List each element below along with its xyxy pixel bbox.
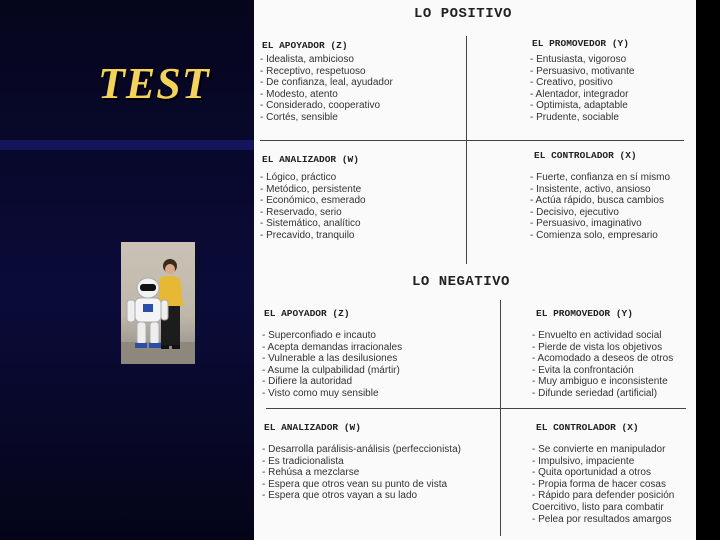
list-item: - Insistente, activo, ansioso (530, 183, 651, 195)
list-item: - Metódico, persistente (260, 183, 362, 195)
list-item: - Asume la culpabilidad (mártir) (262, 364, 400, 376)
list-item: - Difunde seriedad (artificial) (532, 387, 658, 399)
list-item: - Rápido para defender posición (532, 490, 675, 502)
list-item: - Sistemático, analítico (260, 218, 361, 230)
list-item: - Quita oportunidad a otros (532, 467, 651, 479)
list-item: - Persuasivo, motivante (530, 65, 635, 77)
robot-with-woman-photo (121, 242, 195, 364)
negative-analizador-list (262, 444, 461, 502)
positive-vertical-divider (466, 36, 467, 264)
list-item: - Difiere la autoridad (262, 376, 353, 388)
slide-title: TEST (98, 59, 210, 108)
list-item: - Vulnerable a las desilusiones (262, 353, 398, 365)
negative-promovedor-title: EL PROMOVEDOR (Y) (536, 308, 633, 319)
list-item: - Reservado, serio (260, 206, 342, 218)
list-item: - Optimista, adaptable (530, 100, 628, 112)
negative-horizontal-divider (266, 408, 686, 409)
positive-analizador-list (260, 172, 366, 242)
negative-analizador-title: EL ANALIZADOR (W) (264, 422, 361, 433)
list-item: - Receptivo, respetuoso (260, 65, 366, 77)
positive-analizador-title: EL ANALIZADOR (W) (262, 154, 359, 165)
list-item: - Comienza solo, empresario (530, 229, 658, 241)
list-item: - Superconfiado e incauto (262, 330, 376, 341)
list-item: - Cortés, sensible (260, 111, 338, 123)
list-item: - Muy ambiguo e inconsistente (532, 376, 668, 388)
positive-promovedor-list (530, 54, 635, 124)
list-item: - Idealista, ambicioso (260, 54, 354, 65)
list-item: - Es tradicionalista (262, 455, 344, 467)
list-item: - Espera que otros vayan a su lado (262, 490, 418, 502)
list-item: - Creativo, positivo (530, 77, 613, 89)
title-underline-bar (0, 140, 255, 150)
list-item: - Envuelto en actividad social (532, 330, 662, 341)
list-item: - Pierde de vista los objetivos (532, 341, 663, 353)
negative-vertical-divider (500, 300, 501, 536)
negative-apoyador-list (262, 330, 402, 400)
list-item: - Pelea por resultados amargos (532, 513, 672, 525)
negative-controlador-list (532, 444, 674, 525)
list-item: - Espera que otros vean su punto de vista (262, 478, 448, 490)
list-item: - Alentador, integrador (530, 88, 629, 100)
list-item: - Modesto, atento (260, 88, 338, 100)
photo-illustration (121, 242, 195, 364)
list-item: - Actúa rápido, busca cambios (530, 195, 664, 207)
negative-promovedor-list (532, 330, 673, 400)
positive-apoyador-list (260, 54, 393, 124)
list-item: - Acepta demandas irracionales (262, 341, 403, 353)
list-item: - De confianza, leal, ayudador (260, 77, 393, 89)
list-item: - Decisivo, ejecutivo (530, 206, 619, 218)
positive-horizontal-divider (260, 140, 684, 141)
negative-heading: LO NEGATIVO (412, 274, 510, 290)
scanned-document (254, 0, 696, 540)
positive-heading: LO POSITIVO (414, 6, 512, 22)
list-item: - Precavido, tranquilo (260, 229, 355, 241)
list-item: - Fuerte, confianza en sí mismo (530, 172, 671, 183)
list-item: - Entusiasta, vigoroso (530, 54, 627, 65)
list-item: - Acomodado a deseos de otros (532, 353, 674, 365)
positive-apoyador-title: EL APOYADOR (Z) (262, 40, 348, 51)
list-item: - Desarrolla parálisis-análisis (perfeccionista) (262, 444, 461, 455)
positive-controlador-list (530, 172, 670, 242)
negative-controlador-title: EL CONTROLADOR (X) (536, 422, 639, 433)
negative-apoyador-title: EL APOYADOR (Z) (264, 308, 350, 319)
list-item: - Evita la confrontación (532, 364, 634, 376)
list-item: - Impulsivo, impaciente (532, 455, 635, 467)
list-item: - Propia forma de hacer cosas (532, 478, 666, 490)
list-item: - Se convierte en manipulador (532, 444, 666, 455)
slide-right-band (696, 0, 720, 540)
positive-promovedor-title: EL PROMOVEDOR (Y) (532, 38, 629, 49)
list-item: - Persuasivo, imaginativo (530, 218, 642, 230)
list-item: Coercitivo, listo para combatir (532, 501, 664, 513)
list-item: - Rehúsa a mezclarse (262, 467, 360, 479)
list-item: - Prudente, sociable (530, 111, 619, 123)
list-item: - Económico, esmerado (260, 195, 366, 207)
list-item: - Visto como muy sensible (262, 387, 379, 399)
positive-controlador-title: EL CONTROLADOR (X) (534, 150, 637, 161)
list-item: - Lógico, práctico (260, 172, 337, 183)
list-item: - Considerado, cooperativo (260, 100, 381, 112)
